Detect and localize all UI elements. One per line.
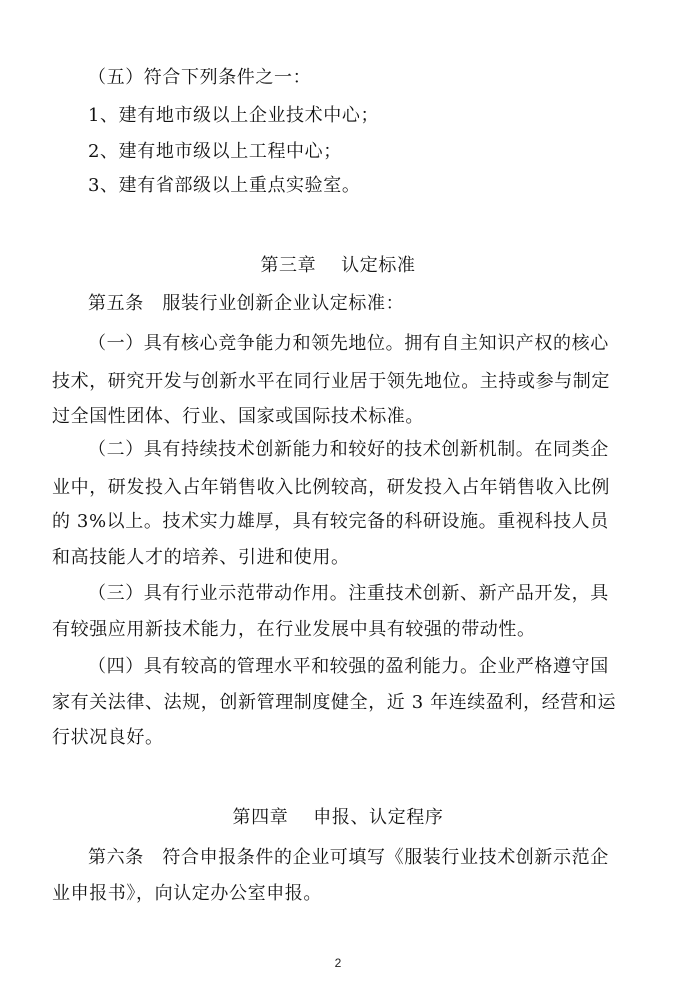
paragraph-line: 3、建有省部级以上重点实验室。	[88, 175, 361, 196]
paragraph-line: 和高技能人才的培养、引进和使用。	[52, 547, 350, 568]
article-heading: 第五条 服装行业创新企业认定标准：	[88, 293, 405, 314]
paragraph-line: 2、建有地市级以上工程中心；	[88, 141, 342, 162]
paragraph-line: 第六条 符合申报条件的企业可填写《服装行业技术创新示范企	[88, 847, 609, 868]
paragraph-line: 业申报书》，向认定办公室申报。	[52, 883, 322, 904]
paragraph-line: 过全国性团体、行业、国家或国际技术标准。	[52, 406, 424, 427]
paragraph-line: 业中，研发投入占年销售收入比例较高，研发投入占年销售收入比例	[52, 477, 610, 498]
paragraph-line: 有较强应用新技术能力，在行业发展中具有较强的带动性。	[52, 619, 536, 640]
paragraph-line: （一）具有核心竞争能力和领先地位。拥有自主知识产权的核心	[88, 333, 609, 354]
paragraph-line: （四）具有较高的管理水平和较强的盈利能力。企业严格遵守国	[88, 656, 609, 677]
page-number: 2	[334, 956, 342, 970]
paragraph-line: 的 3%以上。技术实力雄厚，具有较完备的科研设施。重视科技人员	[52, 511, 609, 532]
paragraph-line: （五）符合下列条件之一：	[88, 67, 312, 88]
paragraph-line: （三）具有行业示范带动作用。注重技术创新、新产品开发，具	[88, 583, 609, 604]
paragraph-line: 1、建有地市级以上企业技术中心；	[88, 105, 380, 126]
paragraph-line: 技术，研究开发与创新水平在同行业居于领先地位。主持或参与制定	[52, 371, 610, 392]
paragraph-line: （二）具有持续技术创新能力和较好的技术创新机制。在同类企	[88, 439, 609, 460]
chapter-heading: 第四章 申报、认定程序	[232, 807, 444, 828]
paragraph-line: 家有关法律、法规，创新管理制度健全，近 3 年连续盈利，经营和运	[52, 692, 617, 713]
paragraph-line: 行状况良好。	[52, 727, 164, 748]
chapter-heading: 第三章 认定标准	[260, 255, 416, 276]
